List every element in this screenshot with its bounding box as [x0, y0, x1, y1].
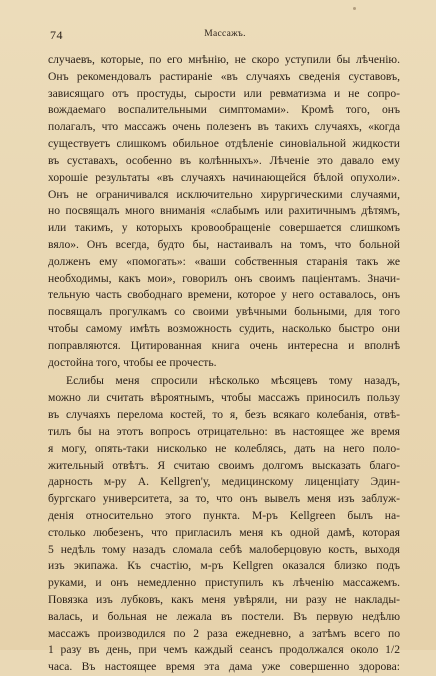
text-line: тельную часть свободнаго времени, которое у него оставалось, онъ	[48, 288, 400, 302]
text-line: Повязка изъ лубковъ, какъ меня увѣряли, ни разу не наклады-	[48, 593, 400, 606]
paragraph-1	[48, 52, 400, 371]
text-line: достойна того, чтобы ее прочесть.	[48, 355, 217, 369]
text-line: случаевъ, которые, по его мнѣнію, не скоро уступили бы лѣченію.	[48, 53, 400, 66]
text-line: поправляются. Цитированная книга очень интересна и вполнѣ	[48, 338, 400, 352]
text-line: необходимы, какъ мои», говорилъ онъ своимъ паціентамъ. Значи-	[48, 271, 400, 285]
running-title: Массажъ.	[204, 29, 246, 39]
text-line: въ случаяхъ перелома костей, то я, безъ всякаго колебанія, отвѣ-	[48, 408, 400, 422]
text-line: 1 разу въ день, при чемъ каждый сеансъ продолжался около 1/2	[48, 643, 400, 657]
text-line: долженъ ему «помогать»: «ваши собственныя старанія такъ же	[48, 254, 400, 268]
text-line: въ суставахъ, особенно въ колѣнныхъ». Лѣченіе это давало ему	[48, 153, 400, 167]
text-line: массажъ производился по 2 раза ежедневно, а затѣмъ всего по	[48, 626, 400, 640]
paper-spot	[353, 7, 356, 10]
text-line: можно ли считать вѣроятнымъ, чтобы массажъ приносилъ пользу	[48, 391, 400, 405]
text-line: денія относительно этого пункта. М-ръ Kellgreen былъ на-	[48, 508, 400, 522]
text-line: посвящалъ прогулкамъ со своими увѣчными больными, для того	[48, 305, 400, 319]
text-line: жительный отвѣтъ. Я считаю своимъ долгомъ высказать благо-	[48, 458, 400, 472]
text-line: изъ экипажа. Къ счастію, м-ръ Kellgren оказался близко подъ	[48, 559, 400, 573]
text-line: хорошіе результаты «въ случаяхъ начинающейся бѣлой опухоли».	[48, 170, 400, 184]
text-line: дарность м-ру А. Kellgren'у, медицинскому лиценціату Эдин-	[48, 475, 400, 489]
text-line: Онъ не ограничивался исключительно хирургическими случаями,	[48, 187, 400, 201]
text-line: 5 недѣль тому назадъ сломала себѣ малоберцовую кость, выходя	[48, 542, 400, 556]
text-line: Еслибы меня спросили нѣсколько мѣсяцевъ тому назадъ,	[66, 374, 400, 388]
paragraph-2	[48, 373, 400, 676]
text-line: часа. Въ настоящее время эта дама уже совершенно здорова:	[48, 660, 400, 674]
page-header	[50, 28, 400, 42]
text-line: чтобы самому имѣть возможность судить, насколько быстро они	[48, 322, 400, 335]
text-line: руками, и онъ немедленно приступилъ къ лѣченію массажемъ.	[48, 576, 400, 590]
body-text	[48, 52, 400, 676]
text-line: существуетъ слишкомъ обильное отдѣленіе синовіальной жидкости	[48, 137, 400, 151]
text-line: полагалъ, что массажъ очень полезенъ въ такихъ случаяхъ, «когда	[48, 120, 400, 134]
text-line: тилъ бы на этотъ вопросъ отрицательно: въ настоящее же время	[48, 424, 400, 438]
text-line: вяло». Онъ всегда, будто бы, настаивалъ на томъ, что больной	[48, 237, 400, 251]
text-line: вождаемаго воспалительными симптомами». Кромѣ того, онъ	[48, 103, 400, 117]
text-line: столько любезенъ, что пригласилъ меня къ одной дамѣ, которая	[48, 525, 400, 539]
text-line: валась, и больная не лежала въ постели. Въ первую недѣлю	[48, 609, 400, 623]
text-line: зависящаго отъ простуды, сырости или ревматизма и не сопро-	[48, 86, 400, 100]
text-line: но посвящалъ много вниманія «слабымъ или рахитичнымъ дѣтямъ,	[48, 204, 400, 218]
text-line: я могу, опять-таки нисколько не колеблясь, дать на него поло-	[48, 441, 400, 455]
text-line: или такимъ, у которыхъ кровообращеніе совершается слишкомъ	[48, 221, 400, 235]
page-number: 74	[50, 28, 63, 42]
text-line: бургскаго университета, за то, что онъ вывелъ меня изъ заблуж-	[48, 492, 400, 506]
text-line: Онъ рекомендовалъ растираніе «въ случаяхъ сведенія суставовъ,	[48, 69, 400, 83]
